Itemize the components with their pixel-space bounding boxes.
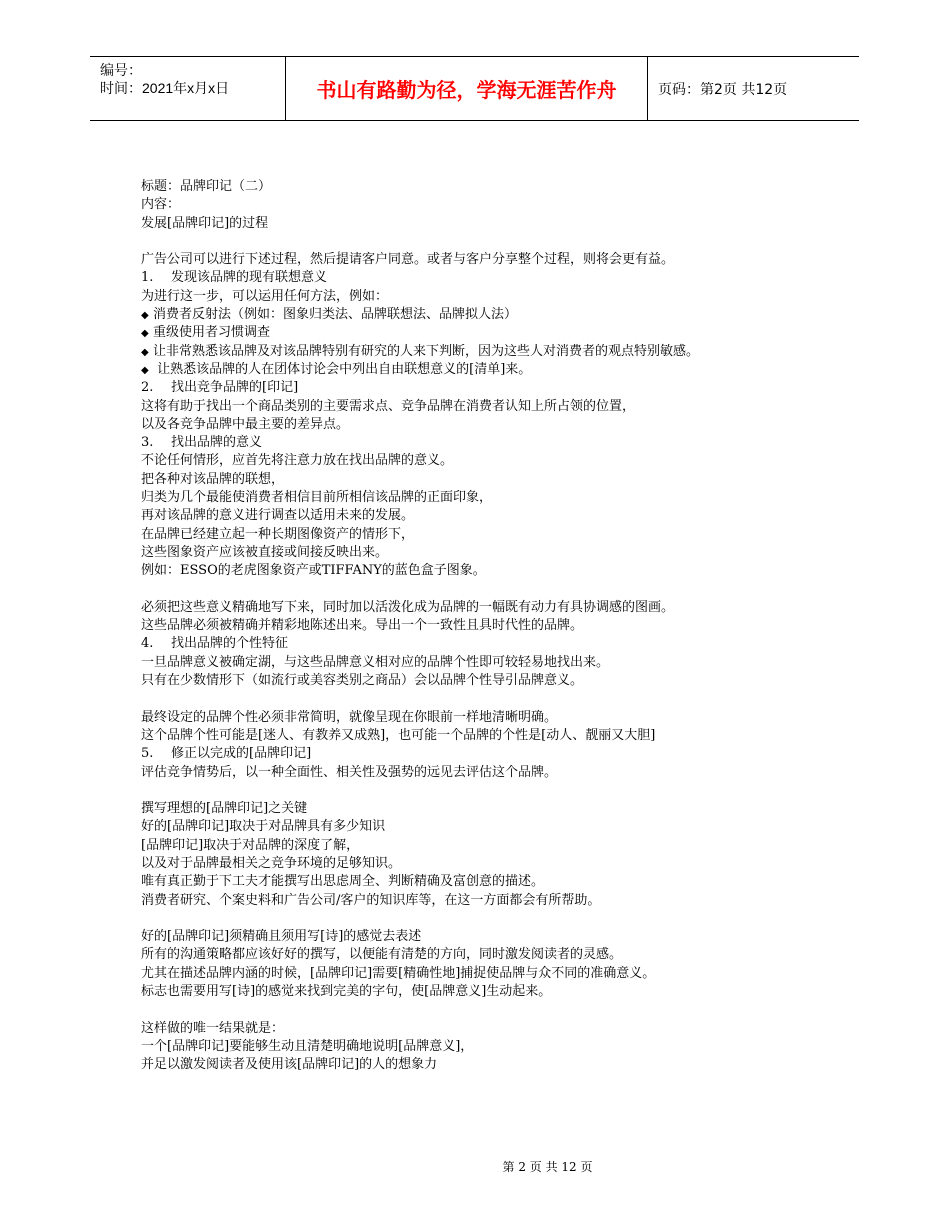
paragraph-line: 尤其在描述品牌内涵的时候，[品牌印记]需要[精确性地]捕捉使品牌与众不同的准确意义。 — [141, 965, 656, 981]
header-page-info: 页码：第2页 共12页 — [658, 81, 788, 98]
paragraph-line: 唯有真正勤于下工夫才能撰写出思虑周全、判断精确及富创意的描述。 — [141, 874, 545, 890]
header-motto: 书山有路勤为径，学海无涯苦作舟 — [286, 57, 648, 120]
step-4-heading — [141, 635, 861, 653]
paragraph-line: 最终设定的品牌个性必须非常简明，就像呈现在你眼前一样地清晰明确。 — [141, 709, 558, 725]
document-time: 时间：2021年x月x日 — [100, 80, 230, 96]
step-number: 3. — [141, 435, 154, 451]
step-1-heading — [141, 269, 861, 287]
step-title: 找出品牌的个性特征 — [171, 636, 289, 652]
paragraph-line: 标志也需要用写[诗]的感觉来找到完美的字句，使[品牌意义]生动起来。 — [141, 984, 552, 1000]
paragraph-line: 必须把这些意义精确地写下来，同时加以活泼化成为品牌的一幅既有动力有具协调感的图画。 — [141, 599, 675, 615]
paragraph-line: 好的[品牌印记]须精确且须用写[诗]的感觉去表述 — [141, 929, 422, 945]
header-meta — [90, 57, 286, 120]
section-heading: 发展[品牌印记]的过程 — [141, 215, 269, 231]
paragraph-line: 一个[品牌印记]要能够生动且清楚明确地说明[品牌意义]， — [141, 1038, 474, 1054]
list-item: ◆ 重级使用者习惯调查 — [141, 324, 861, 342]
diamond-bullet-icon: ◆ — [141, 310, 149, 322]
diamond-bullet-icon: ◆ — [141, 328, 149, 340]
step-title: 找出品牌的意义 — [171, 435, 263, 451]
paragraph-line: [品牌印记]取决于对品牌的深度了解， — [141, 837, 360, 853]
paragraph-line: 只有在少数情形下（如流行或美容类别之商品）会以品牌个性导引品牌意义。 — [141, 673, 584, 689]
paragraph-line: 撰写理想的[品牌印记]之关键 — [141, 801, 308, 817]
paragraph-line: 不论任何情形，应首先将注意力放在找出品牌的意义。 — [141, 453, 454, 469]
step-2-heading — [141, 379, 861, 397]
step-1-desc: 为进行这一步，可以运用任何方法，例如： — [141, 288, 389, 304]
paragraph-line: 评估竞争情势后，以一种全面性、相关性及强势的远见去评估这个品牌。 — [141, 764, 558, 780]
paragraph-line: 以及各竞争品牌中最主要的差异点。 — [141, 416, 350, 432]
document-body — [141, 178, 861, 1075]
doc-title: 标题：品牌印记（二） — [141, 179, 272, 194]
document-number-label: 编号： — [100, 62, 142, 78]
paragraph-line: 所有的沟通策略都应该好好的撰写，以便能有清楚的方向，同时激发阅读者的灵感。 — [141, 947, 623, 963]
page-footer: 第 2 页 共 12 页 — [502, 1160, 593, 1174]
step-number: 2. — [141, 380, 154, 396]
paragraph-line: 这将有助于找出一个商品类别的主要需求点、竞争品牌在消费者认知上所占领的位置， — [141, 398, 636, 414]
paragraph-line: 一旦品牌意义被确定湖，与这些品牌意义相对应的品牌个性即可较轻易地找出来。 — [141, 654, 610, 670]
paragraph-line: 再对该品牌的意义进行调查以适用未来的发展。 — [141, 508, 415, 524]
paragraph-line: 以及对于品牌最相关之竞争环境的足够知识。 — [141, 855, 402, 871]
paragraph-line: 这个品牌个性可能是[迷人、有教养又成熟]，也可能一个品牌的个性是[动人、靓丽又大胆] — [141, 727, 656, 743]
step-number: 4. — [141, 636, 154, 652]
step-number: 1. — [141, 270, 154, 286]
step-5-heading — [141, 745, 861, 763]
content-label: 内容： — [141, 197, 181, 213]
step-title: 修正以完成的[品牌印记] — [171, 746, 312, 762]
list-item: ◆ 让熟悉该品牌的人在团体讨论会中列出自由联想意义的[清单]来。 — [141, 361, 861, 379]
list-item: ◆ 消费者反射法（例如：图象归类法、品牌联想法、品牌拟人法） — [141, 306, 861, 324]
paragraph-line: 例如：ESSO的老虎图象资产或TIFFANY的蓝色盒子图象。 — [141, 563, 486, 579]
paragraph-line: 并足以激发阅读者及使用该[品牌印记]的人的想象力 — [141, 1057, 438, 1073]
step-title: 找出竞争品牌的[印记] — [171, 380, 299, 396]
page-header — [90, 56, 859, 121]
paragraph-line: 这样做的唯一结果就是： — [141, 1020, 285, 1036]
list-item: ◆ 让非常熟悉该品牌及对该品牌特别有研究的人来下判断，因为这些人对消费者的观点特别敏感。 — [141, 343, 861, 361]
diamond-bullet-icon: ◆ — [141, 346, 149, 358]
step-title: 发现该品牌的现有联想意义 — [171, 270, 328, 286]
paragraph-line: 在品牌已经建立起一种长期图像资产的情形下， — [141, 526, 415, 542]
paragraph-line: 把各种对该品牌的联想， — [141, 471, 285, 487]
intro-paragraph: 广告公司可以进行下述过程，然后提请客户同意。或者与客户分享整个过程，则将会更有益。 — [141, 252, 675, 268]
paragraph-line: 这些图象资产应该被直接或间接反映出来。 — [141, 544, 389, 560]
step-number: 5. — [141, 746, 154, 762]
step-3-heading — [141, 434, 861, 452]
paragraph-line: 好的[品牌印记]取决于对品牌具有多少知识 — [141, 819, 386, 835]
paragraph-line: 消费者研究、个案史料和广告公司/客户的知识库等，在这一方面都会有所帮助。 — [141, 892, 601, 908]
diamond-bullet-icon: ◆ — [141, 364, 149, 376]
paragraph-line: 这些品牌必须被精确并精彩地陈述出来。导出一个一致性且具时代性的品牌。 — [141, 618, 584, 634]
paragraph-line: 归类为几个最能使消费者相信目前所相信该品牌的正面印象， — [141, 490, 493, 506]
